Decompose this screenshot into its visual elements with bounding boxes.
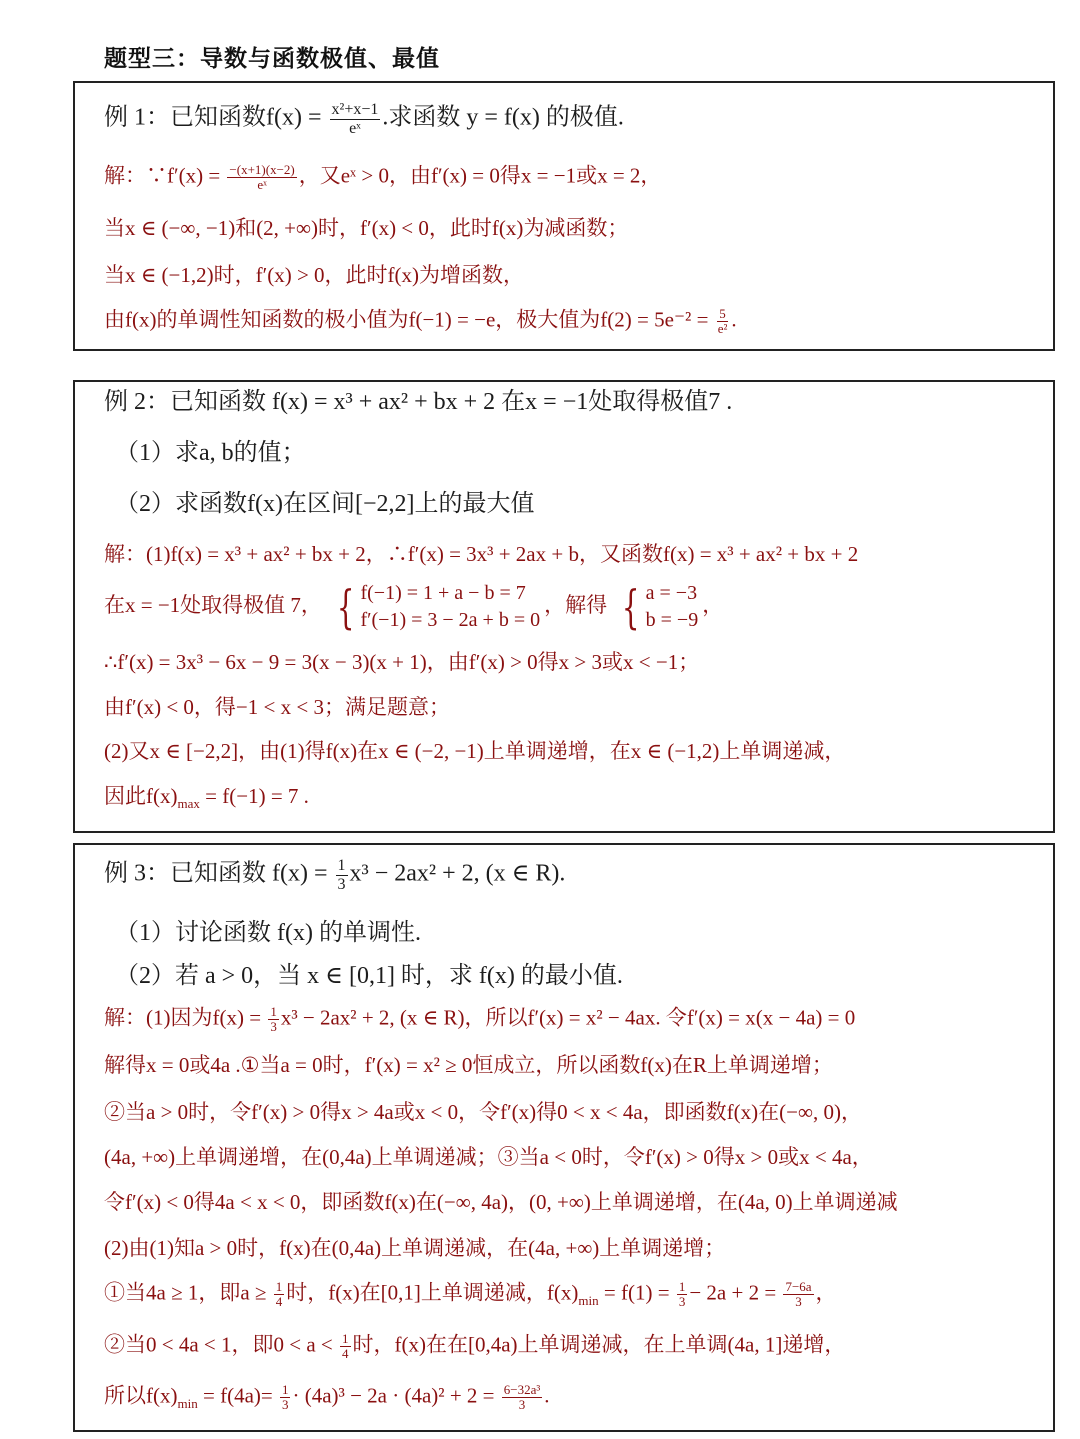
solution-text: 解：∵f′(x) = <box>104 163 221 188</box>
fraction <box>502 1383 543 1413</box>
brace-icon: { <box>622 580 640 634</box>
solution-text: ， <box>815 1280 837 1305</box>
solution-text: − 2a + 2 = <box>689 1280 777 1305</box>
denominator: 3 <box>518 1397 526 1413</box>
solution-line <box>104 784 309 812</box>
question-text: x³ − 2ax² + 2, (x ∈ R). <box>349 860 566 887</box>
solution-line <box>104 1332 845 1362</box>
example-2-part-1: （1）求a, b的值； <box>115 440 306 466</box>
solution-line: (4a, +∞)上单调递增，在(0,4a)上单调递减；③当a < 0时，令f′(x) > 0得x > 0或x < 4a， <box>104 1145 873 1169</box>
solution-line: (2)由(1)知a > 0时，f(x)在(0,4a)上单调递减，在(4a, +∞)上单调递增； <box>104 1236 726 1260</box>
fraction <box>716 307 730 337</box>
question-text: 例 1：已知函数f(x) = <box>104 104 322 131</box>
solution-line: 当x ∈ (−∞, −1)和(2, +∞)时，f′(x) < 0，此时f(x)为减函数； <box>104 216 629 240</box>
denominator: 3 <box>270 1019 277 1035</box>
solution-line <box>104 163 661 193</box>
fraction <box>677 1280 688 1310</box>
fraction <box>268 1005 279 1035</box>
subscript: max <box>177 796 200 812</box>
equation-row: a = −3 <box>645 582 698 604</box>
example-2-question: 例 2：已知函数 f(x) = x³ + ax² + bx + 2 在x = −1处取得极值7 . <box>104 389 733 415</box>
solution-text: 时，f(x)在在[0,4a)上单调递减，在上单调(4a, 1]递增， <box>352 1332 846 1357</box>
solution-text: = f(1) = <box>598 1280 670 1305</box>
solution-text: ， <box>702 592 724 617</box>
denominator: 3 <box>678 1294 686 1310</box>
solution-text: x³ − 2ax² + 2, (x ∈ R)，所以f′(x) = x² − 4ax. 令f′(x) = x(x − 4a) = 0 <box>280 1005 856 1030</box>
fraction <box>227 163 296 193</box>
denominator: 4 <box>342 1346 349 1362</box>
question-text: 例 3：已知函数 f(x) = <box>104 860 328 887</box>
denominator: 3 <box>337 875 346 893</box>
fraction <box>336 857 348 893</box>
example-1-question <box>104 101 624 137</box>
numerator: 1 <box>270 1004 277 1019</box>
solution-text: . <box>731 307 737 332</box>
example-3-box <box>73 843 1055 1432</box>
solution-text: 由f(x)的单调性知函数的极小值为f(−1) = −e，极大值为f(2) = 5e⁻² = <box>104 307 709 332</box>
denominator: eˣ <box>257 177 267 193</box>
equation-row: f(−1) = 1 + a − b = 7 <box>360 582 526 604</box>
denominator: 4 <box>275 1294 283 1310</box>
numerator: x²+x−1 <box>331 101 379 118</box>
fraction <box>274 1280 285 1310</box>
solution-line <box>104 580 723 634</box>
solution-text: . <box>544 1383 550 1408</box>
solution-line <box>104 307 737 337</box>
solution-line <box>104 1280 837 1310</box>
solution-line: 解得x = 0或4a .①当a = 0时，f′(x) = x² ≥ 0恒成立，所以函数f(x)在R上单调递增； <box>104 1053 833 1077</box>
numerator: 1 <box>337 857 346 874</box>
solution-line <box>104 1383 550 1413</box>
denominator: 3 <box>795 1294 802 1310</box>
numerator: 6−32a³ <box>503 1382 541 1397</box>
numerator: 1 <box>342 1331 349 1346</box>
numerator: 1 <box>275 1279 283 1294</box>
solution-line: (2)又x ∈ [−2,2]，由(1)得f(x)在x ∈ (−2, −1)上单调递增，在x ∈ (−1,2)上单调递减， <box>104 739 846 763</box>
example-3-part-2: （2）若 a > 0，当 x ∈ [0,1] 时，求 f(x) 的最小值. <box>115 963 623 989</box>
numerator: 1 <box>678 1279 686 1294</box>
numerator: −(x+1)(x−2) <box>229 162 295 177</box>
numerator: 1 <box>281 1382 289 1397</box>
subscript: min <box>177 1395 198 1411</box>
solution-text: 所以f(x) <box>104 1383 178 1408</box>
solution-text: · (4a)³ − 2a · (4a)² + 2 = <box>292 1383 495 1408</box>
solution-line: 当x ∈ (−1,2)时，f′(x) > 0，此时f(x)为增函数， <box>104 263 525 287</box>
solution-text: = f(−1) = 7 . <box>199 784 309 808</box>
denominator: eˣ <box>349 119 361 137</box>
fraction <box>330 101 381 137</box>
solution-text: 因此f(x) <box>104 784 178 808</box>
example-2-part-2: （2）求函数f(x)在区间[−2,2]上的最大值 <box>115 491 535 517</box>
equation-system <box>616 580 698 634</box>
equation-row: b = −9 <box>645 609 699 631</box>
fraction <box>280 1383 291 1413</box>
solution-text: ②当0 < 4a < 1，即0 < a < <box>104 1332 333 1357</box>
numerator: 7−6a <box>785 1279 812 1294</box>
solution-text: ，又eˣ > 0，由f′(x) = 0得x = −1或x = 2， <box>298 163 662 188</box>
solution-text: ①当4a ≥ 1，即a ≥ <box>104 1280 267 1305</box>
fraction <box>340 1332 351 1362</box>
brace-icon: { <box>337 580 355 634</box>
denominator: 3 <box>281 1397 289 1413</box>
solution-line: ∴f′(x) = 3x³ − 6x − 9 = 3(x − 3)(x + 1)，由f′(x) > 0得x > 3或x < −1； <box>104 650 700 674</box>
solution-text: ，解得 <box>544 592 608 617</box>
solution-text: 时，f(x)在[0,1]上单调递减，f(x) <box>286 1280 579 1305</box>
numerator: 5 <box>719 306 726 321</box>
solution-text: 解：(1)因为f(x) = <box>104 1005 262 1030</box>
solution-line <box>104 1005 855 1035</box>
equation-row: f′(−1) = 3 − 2a + b = 0 <box>360 609 541 631</box>
example-3-part-1: （1）讨论函数 f(x) 的单调性. <box>115 920 421 946</box>
question-text: .求函数 y = f(x) 的极值. <box>382 104 624 131</box>
equation-system <box>331 580 540 634</box>
solution-line: ②当a > 0时，令f′(x) > 0得x > 4a或x < 0，令f′(x)得0 < x < 4a，即函数f(x)在(−∞, 0)， <box>104 1100 862 1124</box>
subscript: min <box>578 1292 599 1308</box>
solution-line: 令f′(x) < 0得4a < x < 0，即函数f(x)在(−∞, 4a)，(0, +∞)上单调递增，在(4a, 0)上单调递减 <box>104 1190 898 1214</box>
solution-text: = f(4a)= <box>197 1383 273 1408</box>
solution-line: 解：(1)f(x) = x³ + ax² + bx + 2，∴f′(x) = 3x³ + 2ax + b，又函数f(x) = x³ + ax² + bx + 2 <box>104 542 859 566</box>
example-2-box <box>73 380 1055 833</box>
fraction <box>783 1280 813 1310</box>
solution-line: 由f′(x) < 0，得−1 < x < 3；满足题意； <box>104 695 450 719</box>
section-heading: 题型三：导数与函数极值、最值 <box>104 46 440 72</box>
example-1-box <box>73 81 1055 351</box>
solution-text: 在x = −1处取得极值 7， <box>104 592 322 617</box>
example-3-question <box>104 857 565 893</box>
denominator: e² <box>717 321 728 337</box>
